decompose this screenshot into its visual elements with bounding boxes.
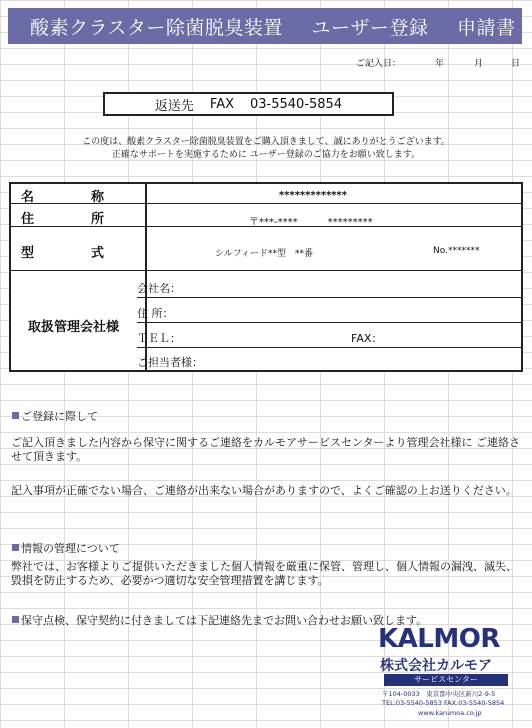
square-bullet-icon <box>12 412 19 419</box>
address-value[interactable]: 〒***-**** ********* <box>249 217 373 228</box>
form-name: 申請書 <box>457 17 516 39</box>
company-name-field[interactable]: 会社名： <box>137 282 181 295</box>
model-value[interactable]: シルフィード**型 **番 <box>215 249 314 259</box>
date-month: 月 <box>474 59 484 69</box>
device-name: 酸素クラスター除菌脱臭装置 <box>30 17 283 39</box>
registration-table <box>9 182 523 372</box>
kalmor-logo: KALMOR <box>378 624 500 654</box>
square-bullet-icon <box>12 544 19 551</box>
square-bullet-icon <box>12 616 19 623</box>
address-label: 住 所 <box>20 212 126 227</box>
name-value[interactable]: ************* <box>279 190 347 201</box>
name-label: 名 称 <box>20 190 126 205</box>
company-name: 株式会社カルモア <box>380 658 492 674</box>
model-label: 型 式 <box>20 246 126 261</box>
model-number[interactable]: No.******* <box>433 246 480 256</box>
fax-field[interactable]: FAX： <box>351 332 383 345</box>
row-divider <box>137 297 521 298</box>
tel-field[interactable]: ＴＥＬ： <box>137 332 181 345</box>
date-label: ご記入日： <box>356 59 402 69</box>
header-title <box>30 13 532 40</box>
kalmor-logo-block <box>378 624 516 724</box>
company-address-field[interactable]: 住 所： <box>137 307 174 320</box>
user-registration-label: ユーザー登録 <box>311 17 429 39</box>
row-divider <box>137 322 521 323</box>
company-url[interactable]: www.karumoa.co.jp <box>418 709 482 717</box>
date-day: 日 <box>511 59 521 69</box>
return-label: 返送先 <box>154 98 194 114</box>
row-divider <box>11 270 521 271</box>
registration-heading: ご登録に際して <box>12 408 98 424</box>
return-address-box <box>103 92 394 116</box>
service-center-bar: サービスセンター <box>384 674 508 686</box>
registration-paragraph-1: ご記入頂きました内容から保守に関するご連絡をカルモアサービスセンターより管理会社様に ご連絡させて頂きます。 <box>11 436 521 463</box>
privacy-paragraph: 弊社では、お客様よりご提供いただきました個人情報を厳重に保管、管理し、個人情報の漏洩、滅失、毀損を防止するため、必要かつ適切な安全管理措置を講じます。 <box>11 560 517 587</box>
intro-line-1: この度は、酸素クラスター除菌脱臭装置をご購入頂きまして、誠にありがとうございます。 <box>82 137 450 147</box>
company-address: 〒104-0033 東京都中央区新川2-9-5 <box>382 690 496 698</box>
date-year: 年 <box>435 59 445 69</box>
management-company-label: 取扱管理会社様 <box>27 320 119 335</box>
fax-label: FAX <box>209 96 234 112</box>
row-divider <box>137 347 521 348</box>
registration-paragraph-2: 記入事項が正確でない場合、ご連絡が出来ない場合がありますので、よくご確認の上お送りください。 <box>11 484 517 497</box>
privacy-heading: 情報の管理について <box>12 540 120 556</box>
maintenance-note: 保守点検、保守契約に付きましては下記連絡先までお問い合わせお願い致します。 <box>12 612 427 628</box>
fax-number: 03-5540-5854 <box>250 96 343 112</box>
contact-person-field[interactable]: ご担当者様： <box>137 356 203 369</box>
company-phone: TEL:03-5540-5853 FAX:03-5540-5854 <box>382 699 505 707</box>
intro-line-2: 正確なサポートを実施するために ユーザー登録のご協力をお願い致します。 <box>111 150 421 160</box>
